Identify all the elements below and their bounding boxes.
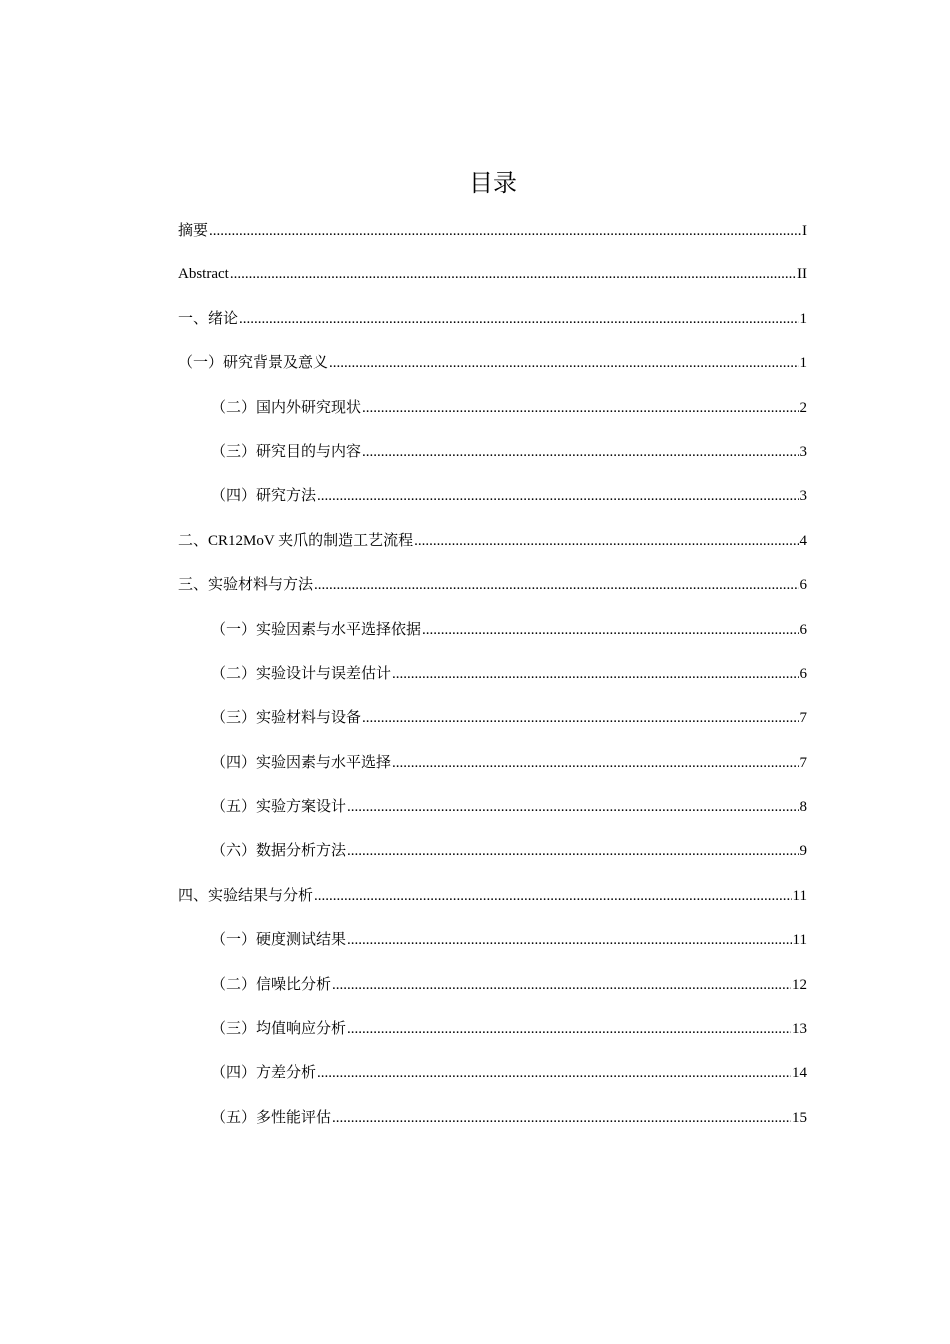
toc-entry-label: （二）实验设计与误差估计 (211, 665, 392, 682)
toc-entry[interactable] (178, 618, 807, 662)
toc-entry[interactable] (178, 1017, 807, 1061)
toc-entry[interactable] (178, 262, 807, 306)
toc-entry-page: 7 (799, 754, 807, 771)
dot-leader (362, 706, 798, 730)
toc-entry-page: 2 (799, 399, 807, 416)
toc-entry-page: 3 (799, 443, 807, 460)
toc-entry-label: （二）国内外研究现状 (211, 399, 362, 416)
toc-entry[interactable] (178, 839, 807, 883)
toc-entry-label: （五）实验方案设计 (211, 799, 347, 816)
toc-entry-label: （二）信噪比分析 (211, 976, 332, 993)
toc-entry-page: 11 (792, 887, 807, 904)
dot-leader (317, 1061, 791, 1085)
toc-entry-page: 15 (792, 1109, 807, 1126)
dot-leader (209, 219, 801, 243)
toc-entry-page: 4 (799, 532, 807, 549)
dot-leader (422, 618, 798, 642)
toc-entry-label: （四）研究方法 (211, 488, 317, 505)
toc-entry-page: 6 (799, 665, 807, 682)
dot-leader (414, 529, 798, 553)
toc-entry-label: （三）实验材料与设备 (211, 710, 362, 727)
toc-entry[interactable] (178, 706, 807, 750)
toc-entry-label: （五）多性能评估 (211, 1109, 332, 1126)
toc-entry[interactable] (178, 751, 807, 795)
dot-leader (362, 396, 798, 420)
dot-leader (239, 307, 798, 331)
toc-entry[interactable] (178, 928, 807, 972)
toc-entry[interactable] (178, 884, 807, 928)
toc-entry-page: 13 (792, 1021, 807, 1038)
toc-entry-page: 12 (792, 976, 807, 993)
toc-entry-page: 6 (799, 577, 807, 594)
toc-entry[interactable] (178, 529, 807, 573)
dot-leader (392, 662, 798, 686)
toc-entry-label: 四、实验结果与分析 (178, 887, 314, 904)
toc-entry-page: 7 (799, 710, 807, 727)
toc-entry-page: 3 (799, 488, 807, 505)
toc-entry-page: 14 (792, 1065, 807, 1082)
dot-leader (317, 484, 798, 508)
toc-entry[interactable] (178, 218, 807, 262)
toc-entry-page: 1 (799, 355, 807, 372)
dot-leader (314, 884, 792, 908)
toc-entry-label: （三）均值响应分析 (211, 1021, 347, 1038)
toc-entry[interactable] (178, 662, 807, 706)
toc-entry-page: 6 (799, 621, 807, 638)
dot-leader (332, 973, 791, 997)
dot-leader (329, 351, 798, 375)
dot-leader (347, 795, 798, 819)
toc-entry[interactable] (178, 1106, 807, 1150)
toc-entry-page: 9 (799, 843, 807, 860)
toc-entry[interactable] (178, 1061, 807, 1105)
toc-entry[interactable] (178, 795, 807, 839)
toc-entry[interactable] (178, 484, 807, 528)
toc-entry-label: （六）数据分析方法 (211, 843, 347, 860)
dot-leader (392, 751, 798, 775)
toc-entry[interactable] (178, 973, 807, 1017)
toc-entry-label: Abstract (178, 266, 229, 283)
toc-entry-label: 一、绪论 (178, 310, 239, 327)
dot-leader (314, 573, 798, 597)
dot-leader (230, 262, 796, 286)
dot-leader (347, 928, 792, 952)
toc-entry-label: （四）方差分析 (211, 1065, 317, 1082)
toc-entry-label: 三、实验材料与方法 (178, 577, 314, 594)
toc-entry-label: （一）硬度测试结果 (211, 932, 347, 949)
toc-entry-page: 8 (799, 799, 807, 816)
toc-entry-label: 摘要 (178, 221, 209, 239)
toc-entry-page: 11 (792, 932, 807, 949)
toc-entry-label: （三）研究目的与内容 (211, 443, 362, 460)
dot-leader (362, 440, 798, 464)
toc-entry[interactable] (178, 440, 807, 484)
dot-leader (332, 1106, 791, 1130)
toc-entry-label: （一）实验因素与水平选择依据 (211, 621, 422, 638)
toc-entry-page: 1 (799, 310, 807, 327)
toc-entry[interactable] (178, 351, 807, 395)
toc-entry-label: 二、CR12MoV 夹爪的制造工艺流程 (178, 532, 414, 549)
toc-entry[interactable] (178, 307, 807, 351)
toc-entry-page: I (802, 223, 807, 239)
toc-entry-label: （一）研究背景及意义 (178, 355, 329, 372)
toc-entry[interactable] (178, 573, 807, 617)
dot-leader (347, 1017, 791, 1041)
table-of-contents (178, 218, 807, 1150)
toc-entry-label: （四）实验因素与水平选择 (211, 754, 392, 771)
toc-entry[interactable] (178, 396, 807, 440)
toc-title: 目录 (469, 169, 517, 197)
dot-leader (347, 839, 798, 863)
toc-entry-page: II (797, 266, 807, 283)
